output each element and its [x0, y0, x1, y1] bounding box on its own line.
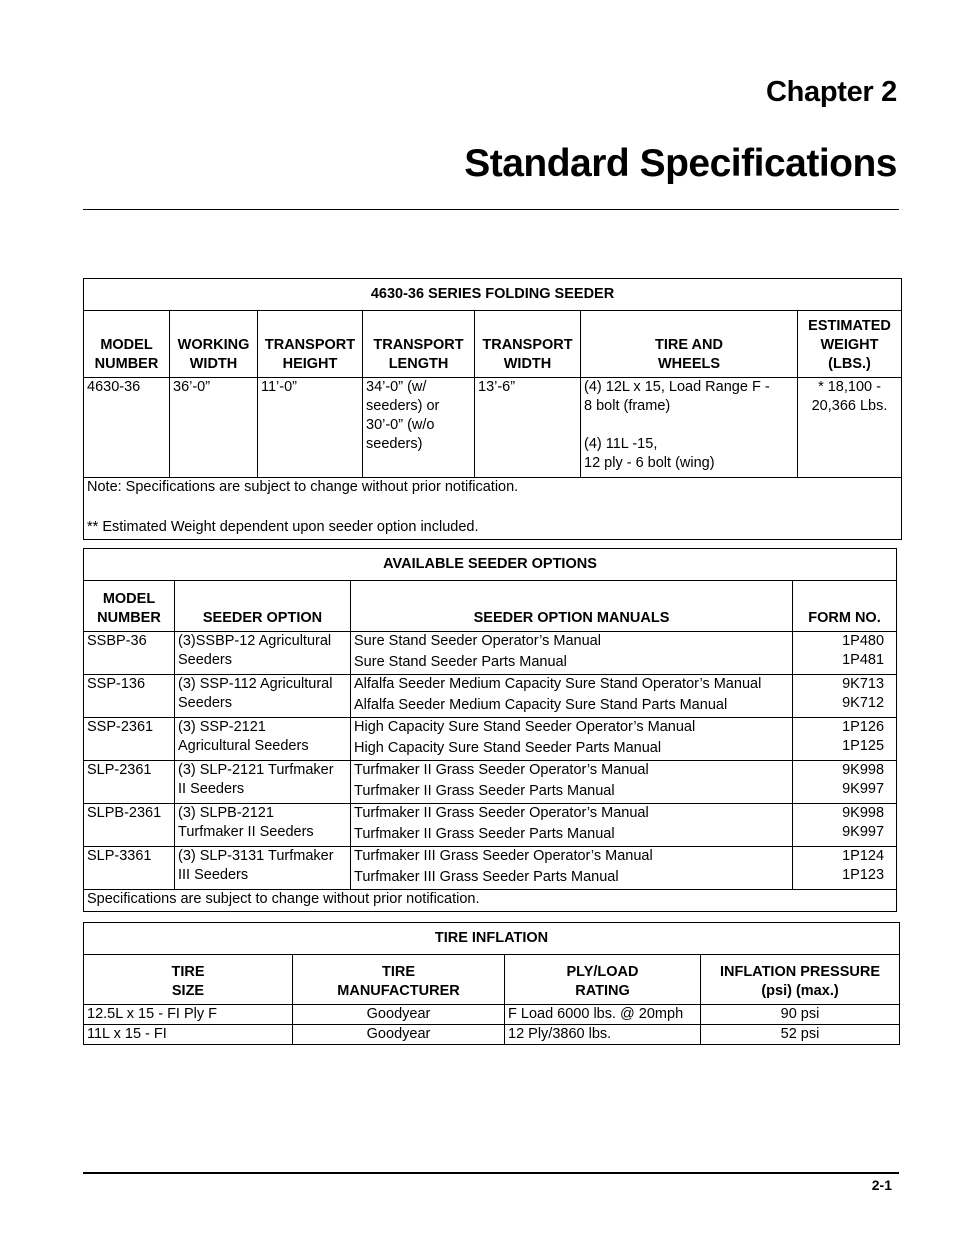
table-row: [84, 1005, 900, 1025]
column-header-model-number: MODEL NUMBER: [84, 581, 175, 632]
cell-form-no: [793, 632, 897, 675]
cell-tire-size: 11L x 15 - FI: [84, 1025, 293, 1045]
cell-model: SSP-2361: [84, 718, 175, 761]
cell-seeder-option: (3) SSP-112 Agricultural Seeders: [175, 675, 351, 718]
manual-title: High Capacity Sure Stand Seeder Operator’s Manual: [354, 719, 696, 735]
cell-seeder-option: (3) SLP-2121 Turfmaker II Seeders: [175, 761, 351, 804]
cell-tire-size: 12.5L x 15 - FI Ply F: [84, 1005, 293, 1025]
form-number: 1P481: [842, 652, 885, 668]
cell-ply-load: F Load 6000 lbs. @ 20mph: [505, 1005, 701, 1025]
cell-manuals: [351, 804, 793, 847]
table-row: [84, 378, 902, 478]
cell-tire-and-wheels: (4) 12L x 15, Load Range F - 8 bolt (frame) (4) 11L -15, 12 ply - 6 bolt (wing): [581, 378, 798, 478]
cell-form-no: [793, 847, 897, 890]
cell-model: SSBP-36: [84, 632, 175, 675]
cell-inflation: 52 psi: [701, 1025, 900, 1045]
header-divider: [83, 209, 899, 210]
column-header-manufacturer: TIRE MANUFACTURER: [293, 955, 505, 1005]
cell-ply-load: 12 Ply/3860 lbs.: [505, 1025, 701, 1045]
footer-divider: [83, 1172, 899, 1174]
manual-title: Turfmaker III Grass Seeder Parts Manual: [354, 869, 619, 885]
manual-title: Alfalfa Seeder Medium Capacity Sure Stand Parts Manual: [354, 697, 728, 713]
column-header-transport-width: TRANSPORT WIDTH: [475, 311, 581, 378]
form-number: 1P126: [842, 719, 885, 735]
column-header-manuals: SEEDER OPTION MANUALS: [351, 581, 793, 632]
cell-manufacturer: Goodyear: [293, 1005, 505, 1025]
column-header-transport-length: TRANSPORT LENGTH: [363, 311, 475, 378]
column-header-seeder-option: SEEDER OPTION: [175, 581, 351, 632]
table-row: [84, 1025, 900, 1045]
form-number: 9K997: [842, 824, 885, 840]
cell-working-width: 36’-0”: [170, 378, 258, 478]
cell-form-no: [793, 675, 897, 718]
seeder-options-table: [83, 548, 897, 912]
cell-manufacturer: Goodyear: [293, 1025, 505, 1045]
column-header-model-number: MODEL NUMBER: [84, 311, 170, 378]
cell-manuals: [351, 718, 793, 761]
page-title: Standard Specifications: [464, 142, 897, 185]
form-number: 1P125: [842, 738, 885, 754]
manual-title: Turfmaker II Grass Seeder Parts Manual: [354, 783, 615, 799]
form-number: 9K997: [842, 781, 885, 797]
cell-form-no: [793, 804, 897, 847]
cell-manuals: [351, 847, 793, 890]
column-header-ply-load: PLY/LOAD RATING: [505, 955, 701, 1005]
note-text: Note: Specifications are subject to change without prior notification.: [87, 479, 519, 495]
form-number: 9K712: [842, 695, 885, 711]
table-row: [84, 632, 897, 675]
cell-estimated-weight: * 18,100 - 20,366 Lbs.: [798, 378, 902, 478]
table-caption: TIRE INFLATION: [84, 923, 900, 955]
column-header-tire-and-wheels: TIRE AND WHEELS: [581, 311, 798, 378]
table-note: Specifications are subject to change without prior notification.: [84, 890, 897, 912]
cell-model: SLPB-2361: [84, 804, 175, 847]
table-row: [84, 718, 897, 761]
column-header-estimated-weight: ESTIMATED WEIGHT (LBS.): [798, 311, 902, 378]
page-number: 2-1: [871, 1177, 892, 1193]
manual-title: High Capacity Sure Stand Seeder Parts Manual: [354, 740, 662, 756]
cell-model: 4630-36: [84, 378, 170, 478]
manual-title: Turfmaker II Grass Seeder Operator’s Manual: [354, 805, 649, 821]
column-header-transport-height: TRANSPORT HEIGHT: [258, 311, 363, 378]
cell-seeder-option: (3) SLP-3131 Turfmaker III Seeders: [175, 847, 351, 890]
cell-form-no: [793, 761, 897, 804]
manual-title: Turfmaker II Grass Seeder Parts Manual: [354, 826, 615, 842]
tire-inflation-table: [83, 922, 900, 1045]
note-text: ** Estimated Weight dependent upon seeder option included.: [87, 519, 479, 535]
cell-model: SLP-3361: [84, 847, 175, 890]
form-number: 1P123: [842, 867, 885, 883]
cell-transport-height: 11’-0”: [258, 378, 363, 478]
form-number: 1P124: [842, 848, 885, 864]
form-number: 9K998: [842, 762, 885, 778]
cell-seeder-option: (3) SSP-2121 Agricultural Seeders: [175, 718, 351, 761]
chapter-label: Chapter 2: [765, 76, 897, 108]
manual-title: Turfmaker II Grass Seeder Operator’s Manual: [354, 762, 649, 778]
table-row: [84, 847, 897, 890]
folding-seeder-specs-table: [83, 278, 902, 540]
form-number: 9K998: [842, 805, 885, 821]
manual-title: Alfalfa Seeder Medium Capacity Sure Stand Operator’s Manual: [354, 676, 762, 692]
table-caption: 4630-36 SERIES FOLDING SEEDER: [84, 279, 902, 311]
cell-manuals: [351, 761, 793, 804]
manual-title: Turfmaker III Grass Seeder Operator’s Manual: [354, 848, 653, 864]
cell-form-no: [793, 718, 897, 761]
column-header-inflation: INFLATION PRESSURE (psi) (max.): [701, 955, 900, 1005]
column-header-tire-size: TIRE SIZE: [84, 955, 293, 1005]
table-caption: AVAILABLE SEEDER OPTIONS: [84, 549, 897, 581]
manual-title: Sure Stand Seeder Parts Manual: [354, 654, 567, 670]
cell-seeder-option: (3)SSBP-12 Agricultural Seeders: [175, 632, 351, 675]
cell-manuals: [351, 675, 793, 718]
table-notes: [84, 478, 902, 540]
cell-transport-width: 13’-6”: [475, 378, 581, 478]
column-header-working-width: WORKING WIDTH: [170, 311, 258, 378]
cell-seeder-option: (3) SLPB-2121 Turfmaker II Seeders: [175, 804, 351, 847]
form-number: 1P480: [842, 633, 885, 649]
cell-manuals: [351, 632, 793, 675]
column-header-form-no: FORM NO.: [793, 581, 897, 632]
table-row: [84, 804, 897, 847]
table-row: [84, 675, 897, 718]
table-row: [84, 761, 897, 804]
cell-model: SLP-2361: [84, 761, 175, 804]
manual-title: Sure Stand Seeder Operator’s Manual: [354, 633, 601, 649]
form-number: 9K713: [842, 676, 885, 692]
cell-transport-length: 34’-0” (w/ seeders) or 30’-0” (w/o seeders): [363, 378, 475, 478]
cell-inflation: 90 psi: [701, 1005, 900, 1025]
cell-model: SSP-136: [84, 675, 175, 718]
